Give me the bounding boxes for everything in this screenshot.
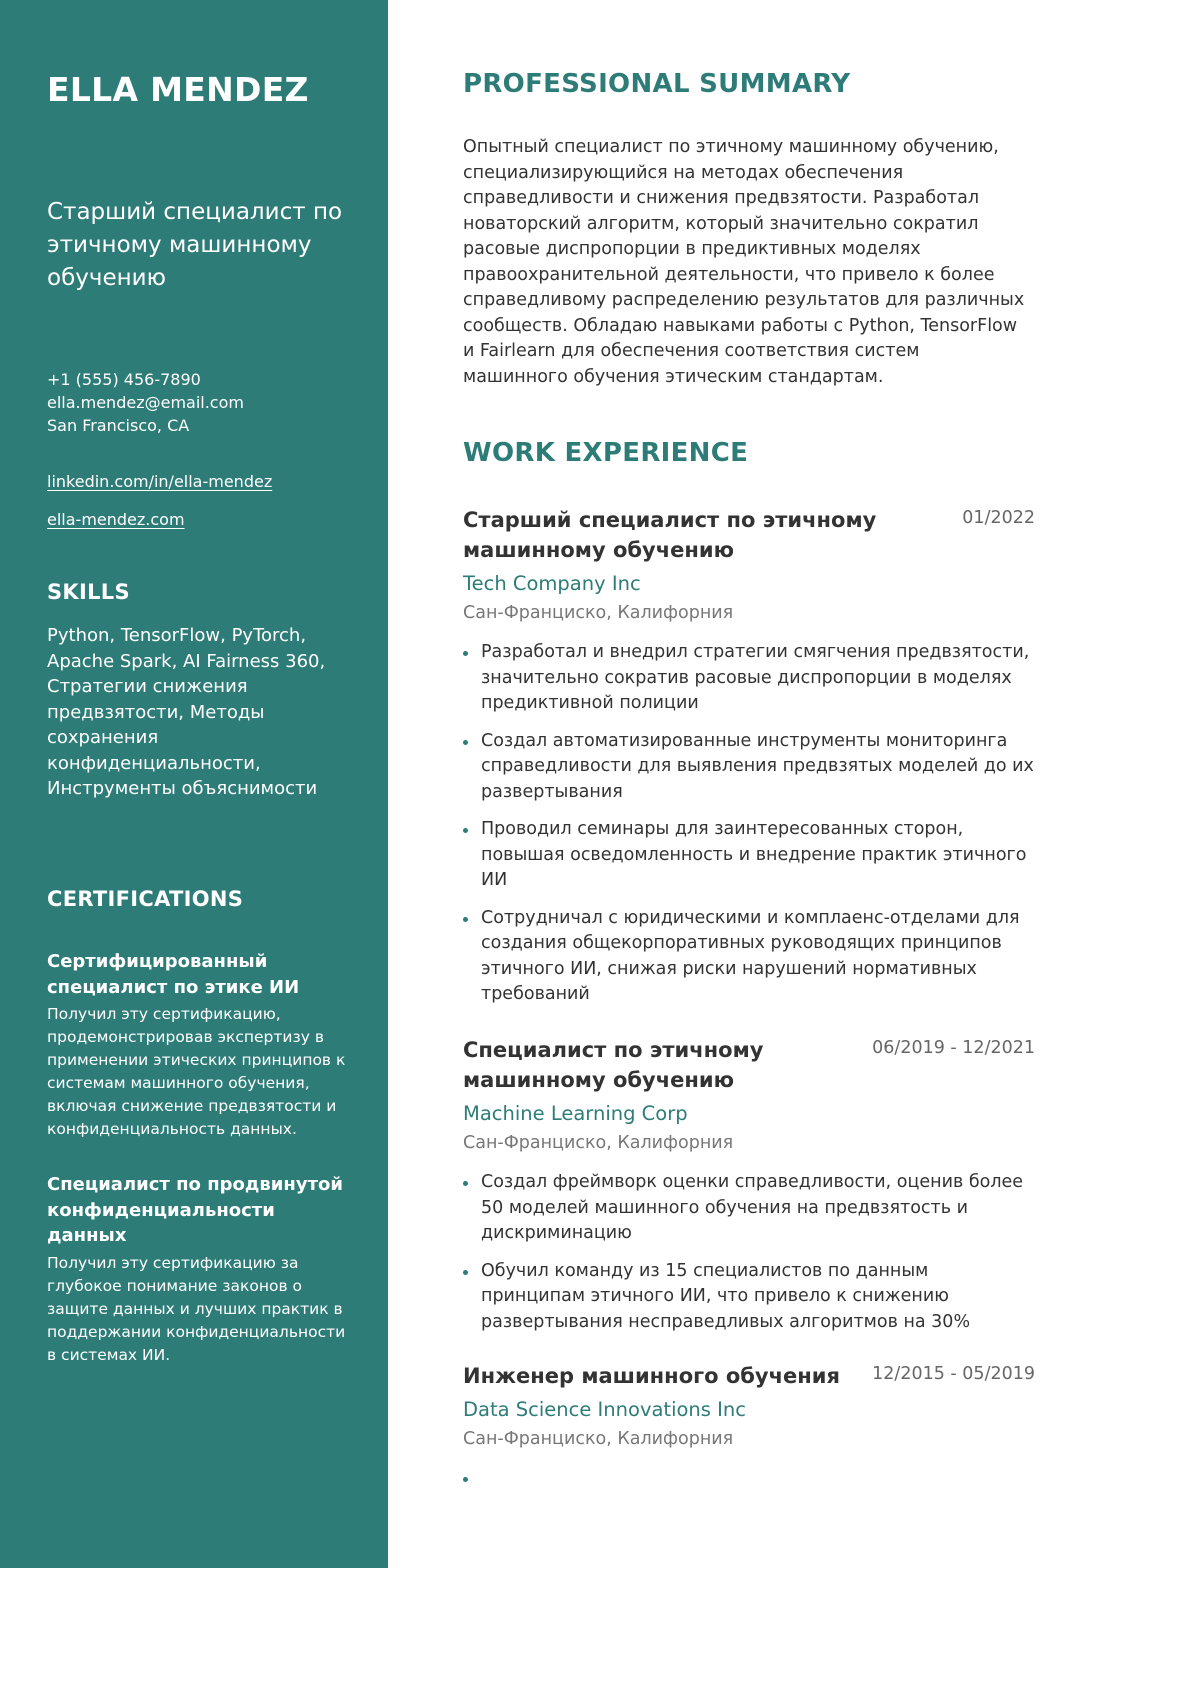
company-name: Machine Learning Corp xyxy=(463,1102,688,1125)
bullet-item: Обучил команду из 15 специалистов по данным принципам этичного ИИ, что привело к снижению развертывания несправедливых алгоритмов на 30% xyxy=(463,1259,1035,1336)
bullet-item: Проводил семинары для заинтересованных сторон, повышая осведомленность и внедрение практик этичного ИИ xyxy=(463,817,1035,894)
job-bullets xyxy=(463,1170,1035,1335)
job-entry xyxy=(463,1035,1035,1347)
company-name: Tech Company Inc xyxy=(463,572,641,595)
experience-heading: WORK EXPERIENCE xyxy=(463,438,749,468)
email: ella.mendez@email.com xyxy=(47,393,244,412)
company-name: Data Science Innovations Inc xyxy=(463,1398,746,1421)
bullet-dot-icon xyxy=(463,828,468,833)
candidate-name: ELLA MENDEZ xyxy=(47,70,309,109)
skills-list: Python, TensorFlow, PyTorch, Apache Spark, AI Fairness 360, Стратегии снижения предвзятости, Методы сохранения конфиденциальности, Инструменты объяснимости xyxy=(47,625,326,799)
certification-item xyxy=(47,949,347,1141)
bullet-dot-icon xyxy=(463,1270,468,1275)
job-title: Специалист по этичному машинному обучению xyxy=(463,1038,764,1092)
certification-item xyxy=(47,1172,347,1367)
certification-title: Сертифицированный специалист по этике ИИ xyxy=(47,951,300,998)
location: San Francisco, CA xyxy=(47,416,190,435)
bullet-dot-icon xyxy=(463,1477,468,1482)
job-entry xyxy=(463,1361,1035,1466)
job-location: Сан-Франциско, Калифорния xyxy=(463,603,734,623)
sidebar xyxy=(0,0,388,1568)
bullet-item: Разработал и внедрил стратегии смягчения предвзятости, значительно сократив расовые диспропорции в моделях предиктивной полиции xyxy=(463,640,1035,717)
bullet-item: Сотрудничал с юридическими и комплаенс-отделами для создания общекорпоративных руководящих принципов этичного ИИ, снижая риски нарушений нормативных требований xyxy=(463,906,1035,1008)
headline: Старший специалист по этичному машинному обучению xyxy=(47,199,343,291)
bullet-dot-icon xyxy=(463,1181,468,1186)
job-date: 01/2022 xyxy=(962,508,1035,528)
summary-heading: PROFESSIONAL SUMMARY xyxy=(463,69,851,99)
summary-text: Опытный специалист по этичному машинному обучению, специализирующийся на методах обеспечения справедливости и снижения предвзятости. Разработал новаторский алгоритм, который значительно сократил расовые диспропорции в предиктивных моделях правоохранительной деятельности, что привело к более справедливому распределению результатов для различных сообществ. Обладаю навыками работы с Python, TensorFlow и Fairlearn для обеспечения соответствия систем машинного обучения этическим стандартам. xyxy=(463,137,1025,387)
contact-info xyxy=(47,368,244,437)
bullet-item: Создал фреймворк оценки справедливости, оценив более 50 моделей машинного обучения на предвзятость и дискриминацию xyxy=(463,1170,1035,1247)
job-title: Инженер машинного обучения xyxy=(463,1364,840,1388)
website-link[interactable]: ella-mendez.com xyxy=(47,510,185,529)
skills-heading: SKILLS xyxy=(47,580,130,604)
linkedin-link[interactable]: linkedin.com/in/ella-mendez xyxy=(47,472,273,491)
bullet-item: Создал автоматизированные инструменты мониторинга справедливости для выявления предвзятых моделей до их развертывания xyxy=(463,729,1035,806)
job-location: Сан-Франциско, Калифорния xyxy=(463,1429,734,1449)
phone: +1 (555) 456-7890 xyxy=(47,370,201,389)
certifications-heading: CERTIFICATIONS xyxy=(47,887,244,911)
bullet-dot-icon xyxy=(463,917,468,922)
job-entry xyxy=(463,505,1035,1020)
certification-title: Специалист по продвинутой конфиденциальности данных xyxy=(47,1174,343,1246)
bullet-dot-icon xyxy=(463,651,468,656)
certification-description: Получил эту сертификацию, продемонстрировав экспертизу в применении этических принципов к системам машинного обучения, включая снижение предвзятости и конфиденциальность данных. xyxy=(47,1005,346,1138)
job-location: Сан-Франциско, Калифорния xyxy=(463,1133,734,1153)
job-date: 06/2019 - 12/2021 xyxy=(872,1038,1035,1058)
job-date: 12/2015 - 05/2019 xyxy=(872,1364,1035,1384)
job-title: Старший специалист по этичному машинному обучению xyxy=(463,508,877,562)
certification-description: Получил эту сертификацию за глубокое понимание законов о защите данных и лучших практик в поддержании конфиденциальности в системах ИИ. xyxy=(47,1253,346,1364)
bullet-dot-icon xyxy=(463,740,468,745)
job-bullets xyxy=(463,640,1035,1008)
